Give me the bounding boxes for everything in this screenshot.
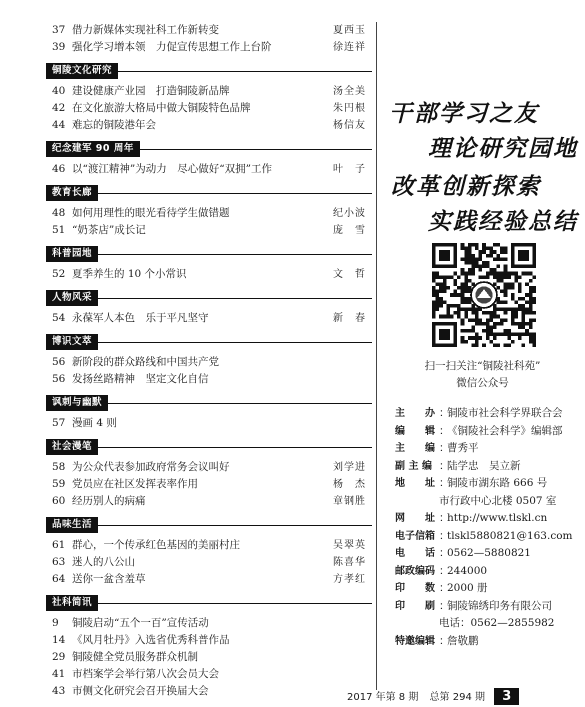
toc-page-number: 29: [52, 651, 66, 663]
masthead-row: 印 刷 ： 铜陵锦绣印务有限公司: [395, 598, 585, 616]
masthead-row: 主 编 ： 曹秀平: [395, 440, 585, 458]
toc-title: 送你一盆含羞草: [72, 573, 146, 585]
toc-page-number: 39: [52, 41, 66, 53]
masthead-value: 铜陵市社会科学界联合会: [447, 407, 563, 419]
toc-page-number: 43: [52, 685, 66, 697]
toc-page-number: 51: [52, 224, 66, 236]
masthead-key: 网 址: [395, 513, 435, 524]
masthead-row: 主 办 ： 铜陵市社会科学界联合会: [395, 405, 585, 423]
toc-page-number: 57: [52, 417, 66, 429]
masthead-key: 特邀编辑: [395, 635, 435, 647]
toc-page-number: 41: [52, 668, 66, 680]
toc-section: [46, 185, 372, 241]
masthead-info: [395, 405, 585, 650]
section-rule: [140, 149, 372, 150]
masthead-row: [395, 493, 585, 511]
toc-title: 党员应在社区发挥表率作用: [72, 478, 198, 490]
section-label: 社科简讯: [46, 595, 98, 611]
toc-page-number: 56: [52, 356, 66, 368]
toc-author: 夏西玉: [333, 25, 366, 36]
masthead-value: 铜陵市湖东路 666 号: [447, 477, 548, 489]
toc-author: 刘学进: [333, 462, 366, 473]
masthead-key: 邮政编码: [395, 565, 435, 577]
toc-author: 纪小波: [333, 208, 366, 219]
toc-author: 方孝红: [333, 574, 366, 585]
toc-title: 新阶段的群众路线和中国共产党: [72, 356, 219, 368]
masthead-value: 《铜陵社会科学》编辑部: [447, 424, 563, 437]
toc-page-number: 48: [52, 207, 66, 219]
toc-title: 以“渡江精神”为动力 尽心做好“双拥”工作: [72, 163, 272, 175]
toc-entry[interactable]: [46, 354, 372, 371]
section-rule: [98, 193, 372, 194]
section-header: [46, 595, 372, 611]
toc-section: [46, 290, 372, 329]
toc-entry[interactable]: [46, 117, 372, 134]
masthead-row: 电 话 ： 0562—5880821: [395, 545, 585, 563]
toc-entry[interactable]: [46, 493, 372, 510]
toc-entry[interactable]: [46, 632, 372, 649]
toc-title: 铜陵启动“五个一百”宣传活动: [72, 617, 209, 629]
masthead-row: 电子信箱 ： tlskl5880821@163.com: [395, 528, 585, 546]
section-rule: [98, 254, 372, 255]
toc-entry[interactable]: [46, 415, 372, 432]
masthead-key: 印 刷: [395, 600, 435, 612]
toc-title: 在文化旅游大格局中做大铜陵特色品牌: [72, 102, 251, 114]
masthead-row: 地 址 ： 铜陵市湖东路 666 号: [395, 475, 585, 493]
toc-page-number: 60: [52, 495, 66, 507]
section-header: [46, 141, 372, 157]
masthead-key: 副 主 编: [395, 460, 432, 472]
toc-title: 难忘的铜陵港年会: [72, 119, 156, 131]
section-header: [46, 395, 372, 411]
masthead-key: 电子信箱: [395, 530, 435, 542]
section-label: 品味生活: [46, 517, 98, 533]
email-link[interactable]: tlskl5880821@163.com: [447, 529, 573, 542]
masthead-value: 2000 册: [447, 582, 488, 594]
section-label: 科普园地: [46, 246, 98, 262]
toc-section: [46, 395, 372, 434]
toc-author: 章钢胜: [333, 496, 366, 507]
toc-entry[interactable]: [46, 161, 372, 178]
masthead-key: 印 数: [395, 583, 435, 594]
toc-page-number: 58: [52, 461, 66, 473]
section-label: 纪念建军 90 周年: [46, 141, 140, 157]
toc-page-number: 54: [52, 312, 66, 324]
toc-title: 铜陵健全党员服务群众机制: [72, 651, 198, 663]
masthead-row: 网 址 ： http://www.tlskl.cn: [395, 510, 585, 528]
toc-entry[interactable]: [46, 222, 372, 239]
toc-title: 永葆军人本色 乐于平凡坚守: [72, 312, 209, 324]
toc-entry[interactable]: [46, 83, 372, 100]
section-header: [46, 334, 372, 350]
toc-page-number: 56: [52, 373, 66, 385]
toc-author: 杨 杰: [333, 479, 366, 490]
section-rule: [98, 342, 372, 343]
masthead-value: 铜陵锦绣印务有限公司: [447, 599, 552, 612]
masthead-value: 陆学忠 吴立新: [447, 459, 521, 472]
toc-page-number: 44: [52, 119, 66, 131]
section-label: 社会漫笔: [46, 439, 98, 455]
toc-section: [46, 246, 372, 285]
toc-entry[interactable]: [46, 310, 372, 327]
toc-section: [46, 439, 372, 512]
toc-page-number: 14: [52, 634, 66, 646]
masthead-key: 电 话: [395, 548, 435, 559]
section-header: [46, 246, 372, 262]
toc-author: 庞 雪: [333, 225, 366, 236]
toc-author: 汤全美: [333, 86, 366, 97]
toc-page-number: 40: [52, 85, 66, 97]
toc-page-number: 37: [52, 24, 66, 36]
section-header: [46, 439, 372, 455]
toc-section: [46, 595, 372, 702]
masthead-value: 0562—5880821: [447, 547, 531, 559]
section-label: 铜陵文化研究: [46, 63, 118, 79]
section-header: [46, 290, 372, 306]
toc-author: 徐连祥: [333, 42, 366, 53]
section-label: 教育长廊: [46, 185, 98, 201]
toc-page-number: 52: [52, 268, 66, 280]
toc-title: 借力新媒体实现社科工作新转变: [72, 24, 219, 36]
section-header: [46, 517, 372, 533]
qr-code[interactable]: [432, 243, 536, 347]
toc-section: [46, 334, 372, 390]
section-label: 人物风采: [46, 290, 98, 306]
masthead-value: 244000: [447, 564, 488, 577]
section-rule: [98, 298, 372, 299]
page-number: 3: [494, 688, 519, 705]
toc-author: 叶 子: [333, 164, 366, 175]
table-of-contents: [46, 22, 372, 702]
section-rule: [108, 403, 372, 404]
toc-entry[interactable]: [46, 683, 372, 700]
toc-page-number: 61: [52, 539, 66, 551]
masthead-row: 印 数 ： 2000 册: [395, 580, 585, 598]
toc-title: 经历别人的病痛: [72, 495, 146, 507]
section-rule: [118, 71, 372, 72]
calligraphy-line: 干部学习之友: [389, 100, 539, 127]
toc-author: 吴翠英: [333, 540, 366, 551]
masthead-row: 编 辑 ： 《铜陵社会科学》编辑部: [395, 423, 585, 441]
toc-entry[interactable]: [46, 22, 372, 39]
section-rule: [98, 447, 372, 448]
masthead-key: 主 编: [395, 443, 435, 454]
masthead-row: 邮政编码 ： 244000: [395, 563, 585, 581]
masthead-value: 市行政中心北楼 0507 室: [439, 494, 557, 507]
masthead-row: 特邀编辑 ： 詹敬鹏: [395, 633, 585, 651]
toc-author: 朱円根: [333, 103, 366, 114]
toc-title: 群心，一个传承红色基因的美丽村庄: [72, 539, 240, 551]
toc-title: 强化学习增本领 力促宣传思想工作上台阶: [72, 41, 272, 53]
calligraphy-line: 理论研究园地: [428, 135, 578, 162]
toc-title: 建设健康产业园 打造铜陵新品牌: [72, 85, 230, 97]
website-link[interactable]: http://www.tlskl.cn: [447, 512, 548, 524]
qr-caption: 扫一扫关注“铜陵社科苑”: [424, 360, 541, 372]
toc-entry[interactable]: [46, 649, 372, 666]
toc-lead-group: [46, 22, 372, 58]
toc-entry[interactable]: [46, 39, 372, 56]
toc-title: 夏季养生的 10 个小常识: [72, 268, 187, 280]
masthead-row: 副 主 编 ： 陆学忠 吴立新: [395, 458, 585, 476]
toc-page-number: 63: [52, 556, 66, 568]
toc-entry[interactable]: [46, 266, 372, 283]
section-label: 博识文萃: [46, 334, 98, 350]
toc-author: 文 哲: [333, 269, 366, 280]
section-header: [46, 185, 372, 201]
toc-author: 陈喜华: [333, 557, 366, 568]
toc-entry[interactable]: [46, 205, 372, 222]
toc-entry[interactable]: [46, 459, 372, 476]
section-rule: [98, 603, 372, 604]
toc-page-number: 46: [52, 163, 66, 175]
masthead-key: 地 址: [395, 478, 435, 489]
toc-page-number: 42: [52, 102, 66, 114]
toc-entry[interactable]: [46, 615, 372, 632]
toc-title: 迷人的八公山: [72, 556, 135, 568]
toc-author: 杨信友: [333, 120, 366, 131]
toc-entry[interactable]: [46, 666, 372, 683]
masthead-value: 詹敬鹏: [447, 634, 479, 647]
masthead-value: 电话：0562—2855982: [439, 617, 555, 629]
toc-title: 如何用理性的眼光看待学生做错题: [72, 207, 230, 219]
calligraphy-line: 改革创新探索: [391, 173, 541, 200]
masthead-key: 编 辑: [395, 425, 435, 437]
qr-caption-sub: 微信公众号: [456, 377, 509, 389]
issue-number: 2017 年第 8 期: [347, 692, 419, 703]
toc-section: [46, 63, 372, 136]
toc-entry[interactable]: [46, 476, 372, 493]
toc-entry[interactable]: [46, 571, 372, 588]
masthead-key: 主 办: [395, 408, 435, 419]
toc-section: [46, 141, 372, 180]
toc-title: 市侧文化研究会召开换届大会: [72, 685, 209, 697]
toc-title: 市档案学会举行第八次会员大会: [72, 668, 219, 680]
toc-title: 为公众代表参加政府常务会议叫好: [72, 461, 230, 473]
toc-title: 《风月牡丹》入选省优秀科普作品: [72, 634, 230, 646]
toc-page-number: 59: [52, 478, 66, 490]
toc-author: 新 春: [333, 313, 366, 324]
toc-title: 漫画 4 则: [72, 417, 117, 429]
toc-entry[interactable]: [46, 554, 372, 571]
total-issue-number: 总第 294 期: [429, 692, 485, 703]
column-divider: [376, 22, 377, 690]
masthead-row: [395, 615, 585, 633]
toc-section: [46, 517, 372, 590]
toc-entry[interactable]: [46, 100, 372, 117]
section-label: 讽刺与幽默: [46, 395, 108, 411]
section-header: [46, 63, 372, 79]
toc-title: “奶茶店”成长记: [72, 224, 146, 236]
page-footer: [347, 688, 519, 705]
toc-title: 发扬丝路精神 坚定文化自信: [72, 373, 209, 385]
toc-page-number: 64: [52, 573, 66, 585]
toc-entry[interactable]: [46, 537, 372, 554]
toc-entry[interactable]: [46, 371, 372, 388]
calligraphy-line: 实践经验总结: [428, 208, 578, 235]
masthead-value: 曹秀平: [447, 442, 479, 454]
section-rule: [98, 525, 372, 526]
toc-page-number: 9: [52, 617, 59, 629]
